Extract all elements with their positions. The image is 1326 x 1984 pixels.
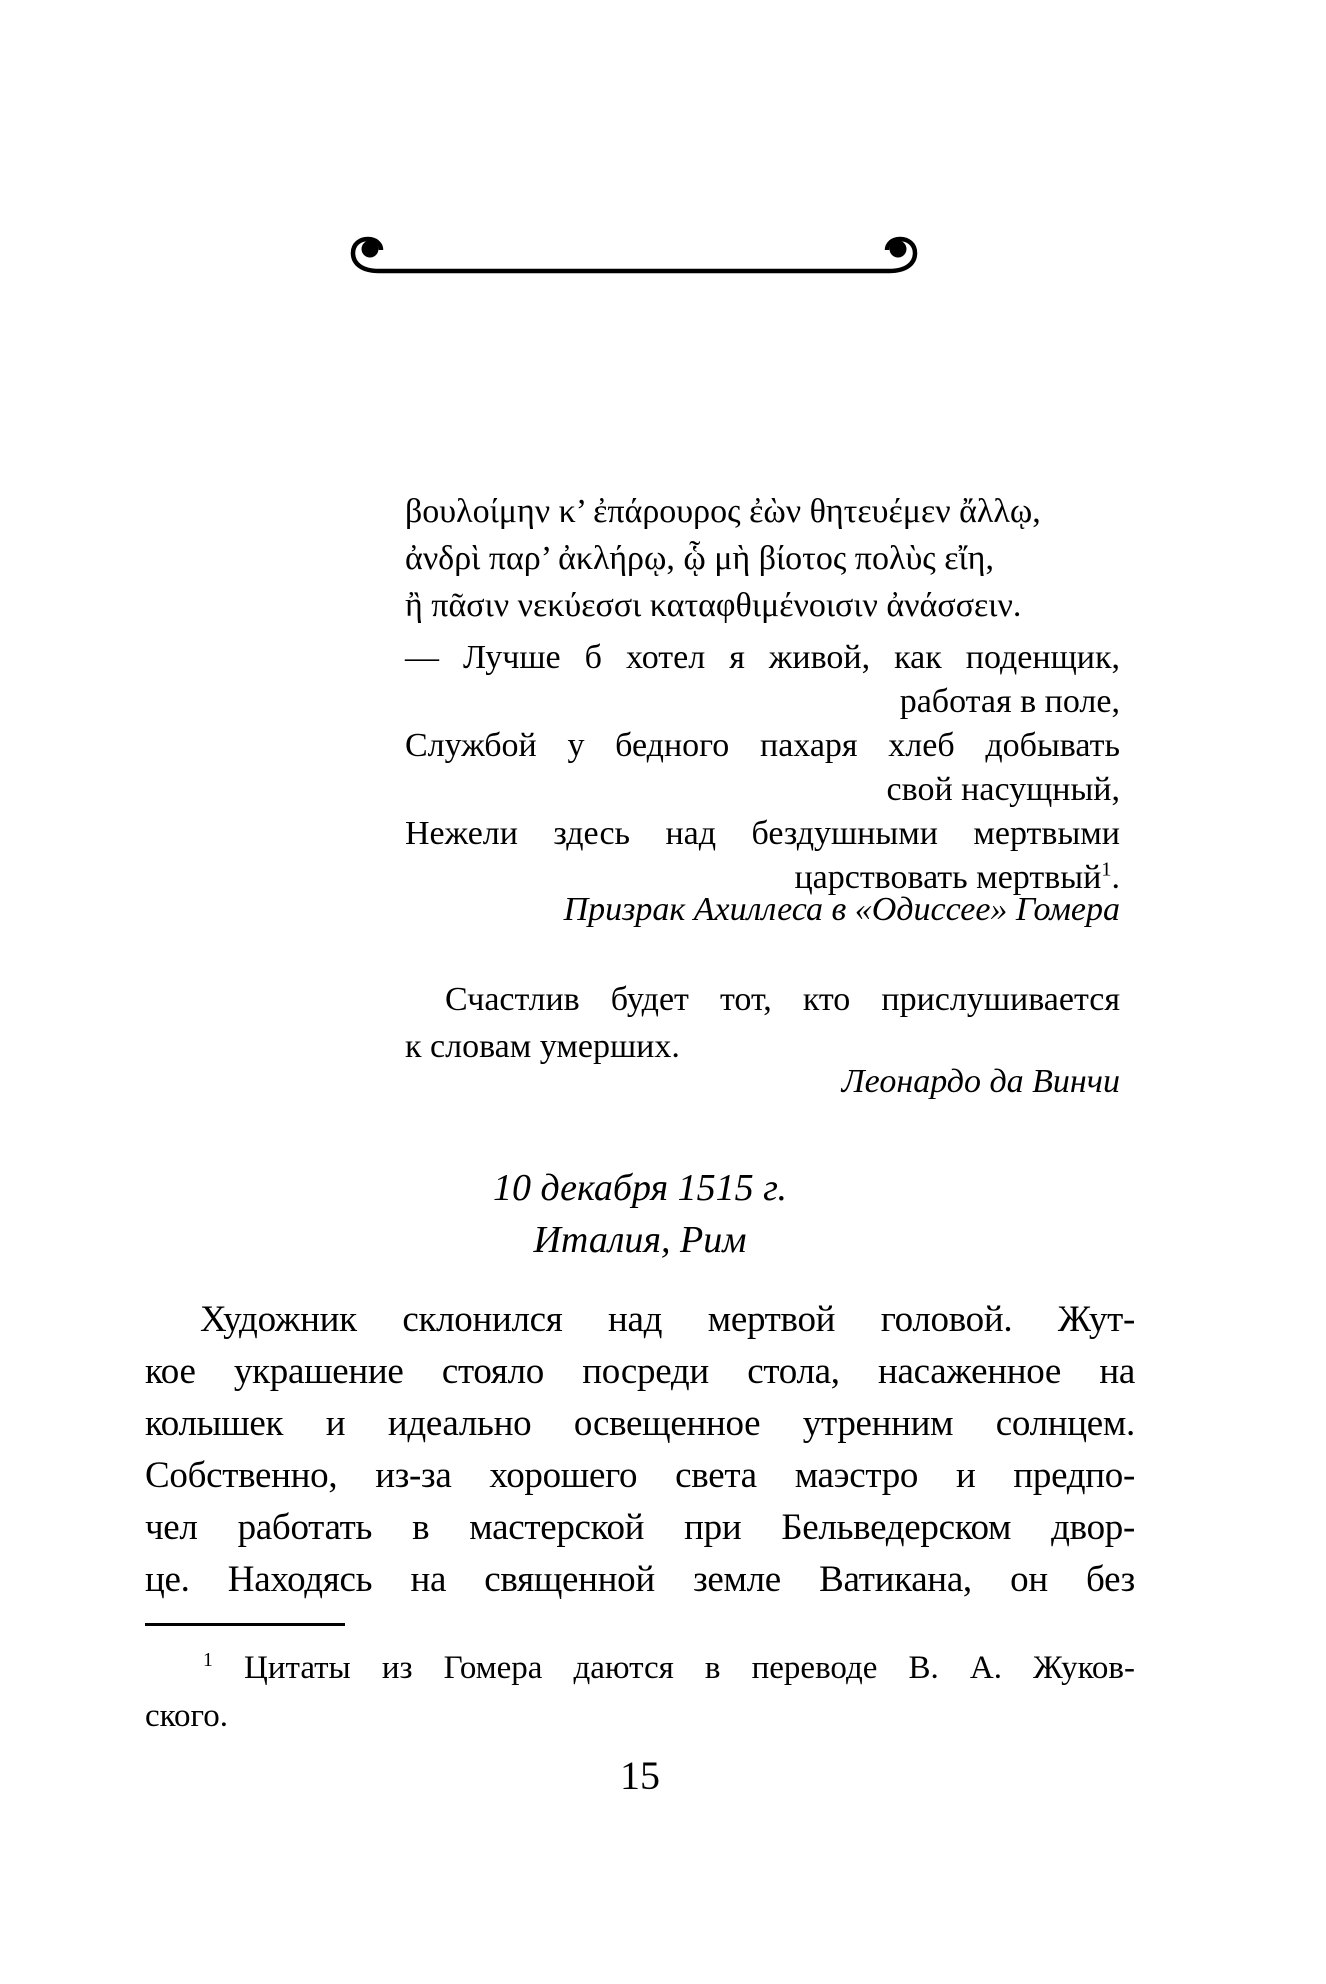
text-column [145, 0, 1135, 1984]
verse-line: — Лучше б хотел я живой, как поденщик, [405, 639, 1120, 676]
footnote-line: $^1$ Цитаты из Гомера даются в переводе В. А. Жуков- [203, 1649, 1135, 1686]
flourish-divider-icon [345, 236, 923, 278]
quote-line: Счастлив будет тот, кто прислушивается [445, 981, 1120, 1018]
chapter-date-heading [145, 1162, 1135, 1266]
body-line: це. Находясь на священной земле Ватикана, он без [145, 1559, 1135, 1600]
quote-line: к словам умерших. [405, 1028, 680, 1065]
attribution-homer: Призрак Ахиллеса в «Одиссее» Гомера [563, 891, 1120, 928]
greek-line: βουλοίμην κ’ ἐπάρουρος ἐὼν θητευέμεν ἄλλῳ, [405, 493, 1041, 530]
body-line: колышек и идеально освещенное утренним солнцем. [145, 1403, 1135, 1444]
body-paragraph [145, 1294, 1135, 1606]
verse-line: царствовать мертвый$^1$. [794, 858, 1120, 896]
chapter-date: 10 декабря 1515 г. [493, 1167, 787, 1209]
verse-line: работая в поле, [899, 683, 1120, 720]
greek-line: ἢ πᾶσιν νεκύεσσι καταφθιμένοισιν ἀνάσσειν. [405, 587, 1022, 624]
body-line: Художник склонился над мертвой головой. Жут- [200, 1299, 1135, 1340]
greek-line: ἀνδρὶ παρ’ ἀκλήρῳ, ᾧ μὴ βίοτος πολὺς εἴη, [405, 540, 994, 577]
leonardo-quote [405, 976, 1120, 1070]
footnote-marker: 1 [1101, 858, 1112, 881]
attribution-leonardo: Леонардо да Винчи [841, 1063, 1120, 1100]
footnote [145, 1644, 1135, 1740]
chapter-place: Италия, Рим [533, 1219, 747, 1261]
verse-line: Нежели здесь над бездушными мертвыми [405, 815, 1120, 852]
russian-verse-translation [405, 636, 1120, 900]
footnote-line: ского. [145, 1698, 228, 1734]
verse-line: Службой у бедного пахаря хлеб добывать [405, 727, 1120, 764]
greek-epigraph [405, 488, 1120, 629]
page-number: 15 [620, 1753, 660, 1798]
footnote-separator-rule [145, 1623, 345, 1626]
footnote-number: 1 [203, 1649, 213, 1671]
verse-line: свой насущный, [886, 771, 1120, 808]
body-line: чел работать в мастерской при Бельведерском двор- [145, 1507, 1135, 1548]
body-line: кое украшение стояло посреди стола, насаженное на [145, 1351, 1135, 1392]
body-line: Собственно, из-за хорошего света маэстро и предпо- [145, 1455, 1135, 1496]
